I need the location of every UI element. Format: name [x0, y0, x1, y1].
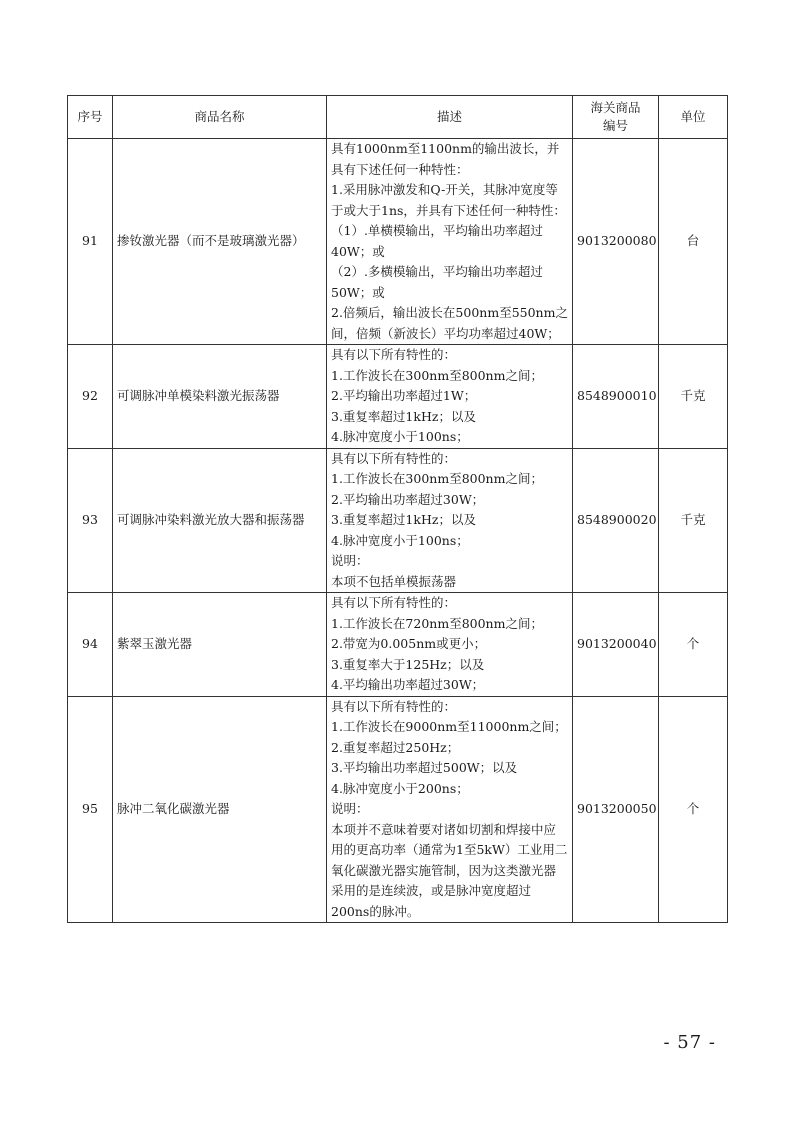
header-seq: 序号 — [68, 96, 113, 139]
row-description — [327, 139, 573, 345]
table-body — [68, 139, 728, 923]
description-line: 4.平均输出功率超过30W； — [331, 677, 485, 692]
header-unit: 单位 — [659, 96, 728, 139]
description-line: 具有1000nm至1100nm的输出波长，并具有下述任何一种特性： — [331, 141, 560, 177]
page-number: - 57 - — [663, 1032, 716, 1053]
description-line: 2.带宽为0.005nm或更小； — [331, 636, 487, 651]
row-name: 可调脉冲单模染料激光振荡器 — [113, 345, 327, 449]
description-line: 2.平均输出功率超过30W； — [331, 491, 485, 507]
description-line: 本项不包括单模振荡器 — [331, 573, 457, 589]
row-seq: 93 — [68, 448, 113, 593]
table-row — [68, 448, 728, 593]
row-name: 脉冲二氧化碳激光器 — [113, 696, 327, 923]
table-row — [68, 345, 728, 449]
description-line: 4.脉冲宽度小于100ns； — [331, 532, 469, 548]
row-unit: 个 — [659, 593, 728, 697]
description-line: （1）.单横模输出，平均输出功率超过40W；或 — [331, 223, 543, 259]
description-line: 说明： — [331, 801, 369, 816]
description-line: 2.平均输出功率超过1W； — [331, 388, 477, 403]
description-line: 1.工作波长在720nm至800nm之间； — [331, 615, 543, 631]
description-line: 具有以下所有特性的： — [331, 347, 457, 362]
row-unit: 千克 — [659, 345, 728, 449]
table-row — [68, 593, 728, 697]
description-line: 具有以下所有特性的： — [331, 450, 457, 466]
table-row — [68, 696, 728, 923]
row-name: 可调脉冲染料激光放大器和振荡器 — [113, 448, 327, 593]
description-line: 4.脉冲宽度小于200ns； — [331, 780, 469, 796]
description-line: 3.重复率超过1kHz；以及 — [331, 512, 476, 527]
row-seq: 91 — [68, 139, 113, 345]
row-unit: 千克 — [659, 448, 728, 593]
description-line: 2.重复率超过250Hz； — [331, 739, 460, 755]
description-line: 4.脉冲宽度小于100ns； — [331, 429, 469, 444]
description-line: 说明： — [331, 553, 369, 568]
header-code: 海关商品编号 — [573, 96, 659, 139]
row-unit: 台 — [659, 139, 728, 345]
row-customs-code: 9013200040 — [573, 593, 659, 697]
description-line: 1.工作波长在300nm至800nm之间； — [331, 471, 543, 486]
table-row — [68, 139, 728, 345]
row-description — [327, 696, 573, 923]
row-unit: 个 — [659, 696, 728, 923]
description-line: 3.重复率大于125Hz；以及 — [331, 656, 485, 672]
row-customs-code: 8548900010 — [573, 345, 659, 449]
row-description — [327, 448, 573, 593]
description-line: （2）.多横模输出，平均输出功率超过50W；或 — [331, 264, 543, 300]
table-header-row — [68, 96, 728, 139]
description-line: 3.重复率超过1kHz；以及 — [331, 408, 476, 424]
description-line: 本项并不意味着要对诸如切割和焊接中应用的更高功率（通常为1至5kW）工业用二氧化碳激光器实施管制，因为这类激光器采用的是连续波，或是脉冲宽度超过200ns的脉冲。 — [331, 821, 568, 919]
description-line: 具有以下所有特性的： — [331, 698, 457, 714]
goods-table — [67, 95, 728, 923]
description-line: 1.工作波长在9000nm至11000nm之间； — [331, 719, 567, 734]
description-line: 1.工作波长在300nm至800nm之间； — [331, 367, 543, 383]
row-seq: 95 — [68, 696, 113, 923]
header-desc: 描述 — [327, 96, 573, 139]
row-description — [327, 345, 573, 449]
description-line: 具有以下所有特性的： — [331, 595, 457, 610]
row-name: 紫翠玉激光器 — [113, 593, 327, 697]
row-customs-code: 8548900020 — [573, 448, 659, 593]
row-customs-code: 9013200080 — [573, 139, 659, 345]
row-seq: 92 — [68, 345, 113, 449]
description-line: 3.平均输出功率超过500W；以及 — [331, 760, 518, 775]
row-seq: 94 — [68, 593, 113, 697]
description-line: 2.倍频后，输出波长在500nm至550nm之间，倍频（新波长）平均功率超过40W； — [331, 305, 568, 341]
row-description — [327, 593, 573, 697]
row-name: 掺钕激光器（而不是玻璃激光器） — [113, 139, 327, 345]
description-line: 1.采用脉冲激发和Q-开关，其脉冲宽度等于或大于1ns，并具有下述任何一种特性： — [331, 182, 566, 218]
header-name: 商品名称 — [113, 96, 327, 139]
row-customs-code: 9013200050 — [573, 696, 659, 923]
